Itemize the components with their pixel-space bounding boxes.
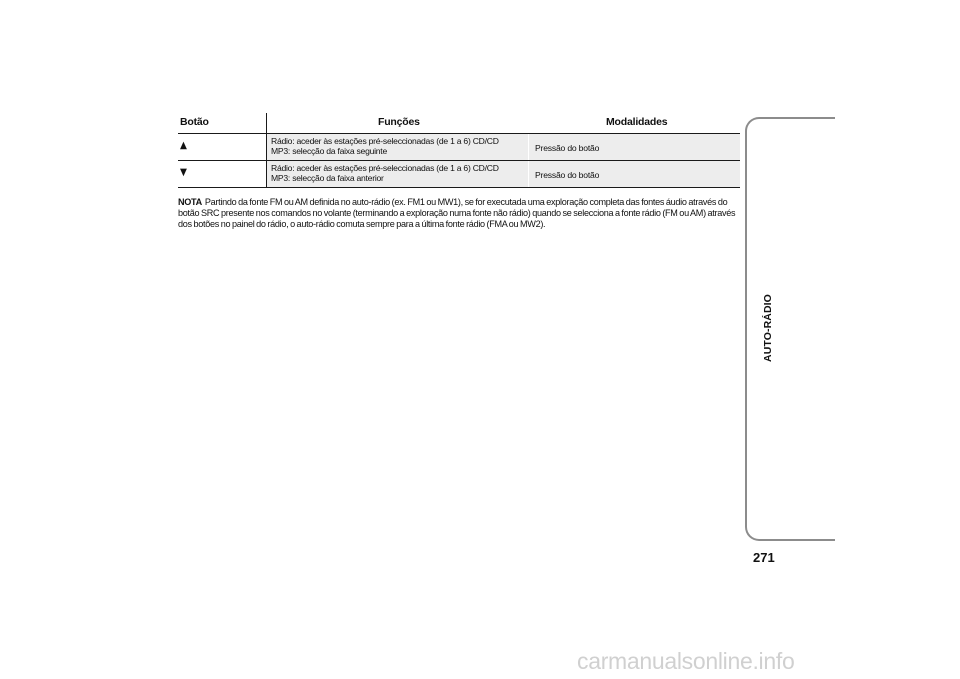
note-text: Partindo da fonte FM ou AM definida no auto-rádio (ex. FM1 ou MW1), se for executada uma exploração completa das fontes áudio através do botão SRC presente nos comandos no volante (terminando a exploração numa fonte não rádio) quando se selecciona a fonte rádio (FM ou AM) através dos botões no painel do rádio, o auto-rádio comuta sempre para a última fonte rádio (FMA ou MW2).	[178, 197, 736, 229]
table-header	[178, 113, 740, 134]
row-mode-text: Pressão do botão	[535, 143, 600, 153]
row-mode-text: Pressão do botão	[535, 170, 600, 180]
function-line: MP3: selecção da faixa anterior	[271, 173, 384, 183]
note-paragraph	[178, 197, 743, 229]
column-divider	[266, 113, 267, 187]
header-modes: Modalidades	[606, 116, 668, 128]
note-label: NOTA	[178, 197, 202, 207]
triangle-up-icon: ▲	[180, 140, 187, 151]
function-line: MP3: selecção da faixa seguinte	[271, 146, 387, 156]
header-functions: Funções	[378, 116, 420, 128]
section-tab	[745, 117, 835, 541]
table-row	[178, 134, 740, 161]
section-label: AUTO-RÁDIO	[762, 294, 774, 362]
header-button: Botão	[180, 116, 209, 128]
function-line: Rádio: aceder às estações pré-seleccionadas (de 1 a 6) CD/CD	[271, 136, 499, 146]
table-row	[178, 161, 740, 188]
function-line: Rádio: aceder às estações pré-seleccionadas (de 1 a 6) CD/CD	[271, 163, 499, 173]
watermark: carmanualsonline.info	[577, 648, 795, 674]
page-number: 271	[753, 550, 775, 565]
row-function-text	[271, 136, 526, 156]
row-function-text	[271, 163, 526, 183]
triangle-down-icon: ▼	[180, 167, 187, 178]
function-table	[178, 113, 740, 188]
